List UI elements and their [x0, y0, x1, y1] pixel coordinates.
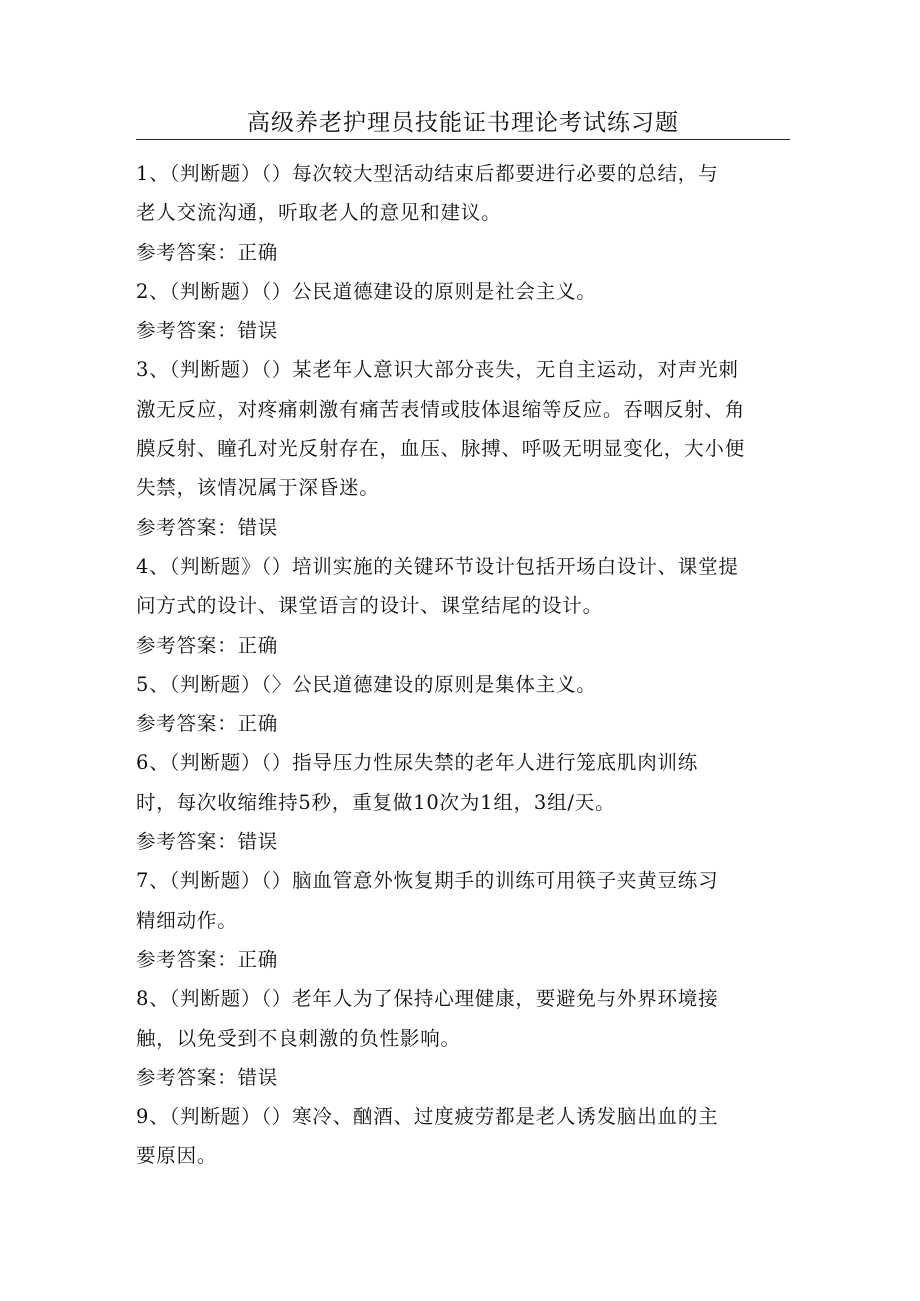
question-3-text-cont: 激无反应，对疼痛刺激有痛苦表情或肢体退缩等反应。吞咽反射、角	[136, 397, 746, 421]
question-9-text-cont: 要原因。	[136, 1144, 218, 1168]
answer-6: 参考答案：错误	[136, 830, 279, 854]
question-3-text-cont: 失禁，该情况属于深昏迷。	[136, 476, 380, 500]
question-3-text: 3、（判断题）（）某老年人意识大部分丧失，无自主运动，对声光刺	[136, 358, 739, 382]
question-9-text: 9、（判断题）（）寒冷、酗酒、过度疲劳都是老人诱发脑出血的主	[136, 1105, 719, 1129]
question-4-text-cont: 问方式的设计、课堂语言的设计、课堂结尾的设计。	[136, 594, 603, 618]
question-3-text-cont: 膜反射、瞳孔对光反射存在，血压、脉搏、呼吸无明显变化，大小便	[136, 437, 746, 461]
document-title: 高级养老护理员技能证书理论考试练习题	[247, 110, 679, 136]
question-2-text: 2、（判断题）（）公民道德建设的原则是社会主义。	[136, 279, 597, 303]
answer-1: 参考答案：正确	[136, 240, 279, 264]
answer-5: 参考答案：正确	[136, 712, 279, 736]
answer-3: 参考答案：错误	[136, 515, 279, 539]
question-8-text-cont: 触，以免受到不良刺激的负性影响。	[136, 1026, 461, 1050]
question-6-text-cont: 时，每次收缩维持5秒，重复做10次为1组，3组/天。	[136, 790, 616, 814]
title-underline	[136, 139, 790, 140]
question-1-text: 1、（判断题）（）每次较大型活动结束后都要进行必要的总结，与	[136, 162, 719, 185]
question-list	[136, 154, 796, 1176]
question-4-text: 4、（判断题》（）培训实施的关键环节设计包括开场白设计、课堂提	[136, 554, 739, 578]
question-1-text-cont: 老人交流沟通，听取老人的意见和建议。	[136, 201, 502, 225]
question-8-text: 8、（判断题）（）老年人为了保持心理健康，要避免与外界环境接	[136, 987, 719, 1011]
question-7-text-cont: 精细动作。	[136, 908, 238, 932]
answer-2: 参考答案：错误	[136, 319, 279, 343]
answer-7: 参考答案：正确	[136, 947, 279, 971]
answer-4: 参考答案：正确	[136, 633, 279, 657]
question-7-text: 7、（判断题）（）脑血管意外恢复期手的训练可用筷子夹黄豆练习	[136, 869, 719, 893]
question-5-text: 5、（判断题）（〉公民道德建设的原则是集体主义。	[136, 672, 597, 696]
question-6-text: 6、（判断题）（）指导压力性尿失禁的老年人进行笼底肌肉训练	[136, 751, 699, 775]
answer-8: 参考答案：错误	[136, 1065, 279, 1089]
